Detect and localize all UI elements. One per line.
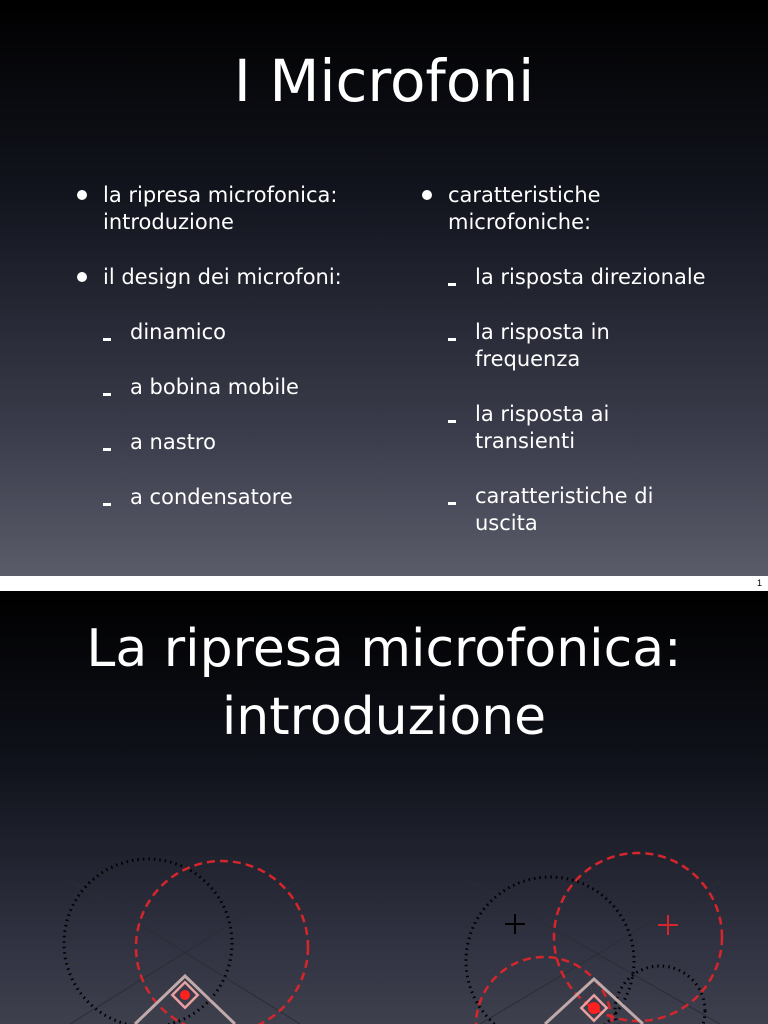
sub-bullet-item: la risposta direzionale xyxy=(420,264,710,291)
sub-bullet-item: dinamico xyxy=(75,319,365,346)
left-bullet-column xyxy=(75,182,365,539)
sub-bullet-item: la risposta in frequenza xyxy=(420,319,710,373)
right-bullet-column xyxy=(420,182,710,565)
bullet-item: la ripresa microfonica: introduzione xyxy=(75,182,365,236)
bullet-item: caratteristiche microfoniche: xyxy=(420,182,710,236)
left-polar-diagram xyxy=(64,859,308,1024)
right-polar-diagram xyxy=(466,853,722,1024)
polar-pattern-diagram xyxy=(0,591,768,1024)
sub-bullet-item: caratteristiche di uscita xyxy=(420,483,710,537)
mic-center-dot xyxy=(180,990,190,1000)
title-line-2: introduzione xyxy=(221,687,547,747)
title-line-1: La ripresa microfonica: xyxy=(86,619,682,679)
page-number: 1 xyxy=(756,578,762,588)
dotted-polar-lobe xyxy=(615,966,705,1024)
mic-center-dot xyxy=(588,1002,600,1014)
sub-bullet-item: a nastro xyxy=(75,429,365,456)
sub-bullet-item: a bobina mobile xyxy=(75,374,365,401)
plus-marker xyxy=(658,915,678,935)
bullet-item: il design dei microfoni: xyxy=(75,264,365,291)
mic-outline xyxy=(545,979,643,1024)
sub-bullet-item: la risposta ai transienti xyxy=(420,401,710,455)
slide-separator xyxy=(0,576,768,591)
sub-bullet-item: a condensatore xyxy=(75,484,365,511)
dotted-polar-lobe xyxy=(64,859,232,1024)
dashed-polar-lobe xyxy=(554,853,722,1021)
slide-title: I Microfoni xyxy=(233,47,535,115)
slide-2 xyxy=(0,591,768,1024)
plus-marker xyxy=(505,914,525,934)
